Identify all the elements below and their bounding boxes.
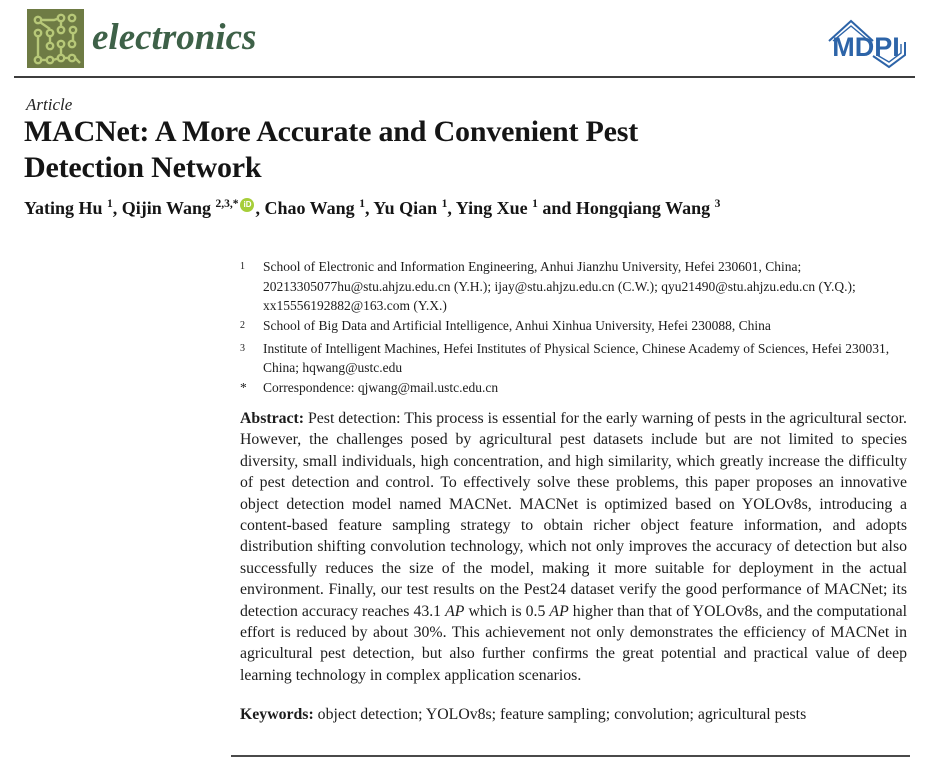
abstract-segment: which is 0.5 xyxy=(464,602,550,620)
header-divider xyxy=(14,76,915,78)
mdpi-hexagon-icon xyxy=(820,12,912,70)
affiliation-list xyxy=(240,257,907,397)
author-separator: , xyxy=(364,198,374,218)
paper-title: MACNet: A More Accurate and Convenient Pest Detection Network xyxy=(24,115,639,184)
affiliation-marker: 1 xyxy=(240,261,245,272)
abstract-segment: AP xyxy=(549,602,569,620)
author-separator: , xyxy=(447,198,456,218)
abstract-segment: AP xyxy=(445,602,465,620)
author: Chao Wang $^1$ xyxy=(264,198,365,218)
author-separator: , xyxy=(112,198,122,218)
affiliation-row xyxy=(240,378,907,398)
keywords-text: object detection; YOLOv8s; feature sampling; convolution; agricultural pests xyxy=(313,706,807,723)
mdpi-logo xyxy=(820,12,912,70)
mdpi-text: MDPI xyxy=(832,32,900,62)
orcid-icon[interactable]: iD xyxy=(240,198,254,212)
affiliation-marker: 3 xyxy=(240,342,245,354)
abstract-text xyxy=(240,408,907,686)
affiliation-marker: * xyxy=(240,379,247,395)
affiliation-row xyxy=(240,316,907,339)
affiliation-text: School of Big Data and Artificial Intelligence, Anhui Xinhua University, Hefei 230088, China xyxy=(263,317,771,333)
affiliation-marker: 2 xyxy=(240,319,245,331)
author-separator: and xyxy=(537,198,576,218)
journal-wordmark: electronics xyxy=(92,17,257,58)
electronics-journal-logo xyxy=(27,9,84,68)
affiliation-text: Institute of Intelligent Machines, Hefei Institutes of Physical Science, Chinese Academy of Sciences, Hefei 230031, China; hqwang@ustc.edu xyxy=(263,340,890,375)
author: Qijin Wang $^{2,3,*}$ xyxy=(121,198,239,218)
keywords-label: Keywords: xyxy=(240,706,314,723)
article-type-label: Article xyxy=(26,95,73,114)
affiliation-row xyxy=(240,339,907,378)
affiliation-text: Correspondence: qjwang@mail.ustc.edu.cn xyxy=(263,379,499,395)
keywords-line xyxy=(240,706,907,724)
abstract-segment: Abstract: xyxy=(240,410,308,427)
affiliation-row xyxy=(240,257,907,316)
affiliation-text: School of Electronic and Information Engineering, Anhui Jianzhu University, Hefei 230601, China; 20213305077hu@stu.ahjzu.edu.cn (Y.H.); ijay@stu.ahjzu.edu.cn (C.W.); qyu21490@stu.ahjzu.edu.cn (Y.Q.); xx15556192882@163.com (Y.X.) xyxy=(263,259,856,313)
author: Yu Qian $^1$ xyxy=(373,198,448,218)
circuit-logo-icon xyxy=(27,9,84,68)
author: Yating Hu $^1$ xyxy=(24,198,113,218)
section-divider xyxy=(231,755,910,757)
author: Hongqiang Wang $^3$ xyxy=(575,198,721,218)
author: Ying Xue $^1$ xyxy=(455,198,538,218)
abstract-segment: higher than that of YOLOv8s, and the computational effort is reduced by about 30%. This achievement not only demonstrates the efficiency of MACNet in agricultural pest detection, but also further confirms the great potential and practical value of deep learning technology in complex application scenarios. xyxy=(240,602,907,684)
author-line xyxy=(24,198,914,219)
abstract-segment: Pest detection: This process is essential for the early warning of pests in the agricultural sector. However, the challenges posed by agricultural pest datasets include but are not limited to species diversity, small individuals, high concentration, and high similarity, which greatly increase the difficulty of pest detection and control. To effectively solve these problems, this paper proposes an innovative object detection model named MACNet. MACNet is optimized based on YOLOv8s, introducing a content-based feature sampling strategy to obtain richer object feature information, and adopts distribution shifting convolution technology, which not only improves the accuracy of detection but also successfully reduces the size of the model, making it more suitable for deployment in the actual environment. Finally, our test results on the Pest24 dataset verify the good performance of MACNet; its detection accuracy reaches 43.1 xyxy=(240,410,907,620)
author-separator: , xyxy=(255,198,265,218)
